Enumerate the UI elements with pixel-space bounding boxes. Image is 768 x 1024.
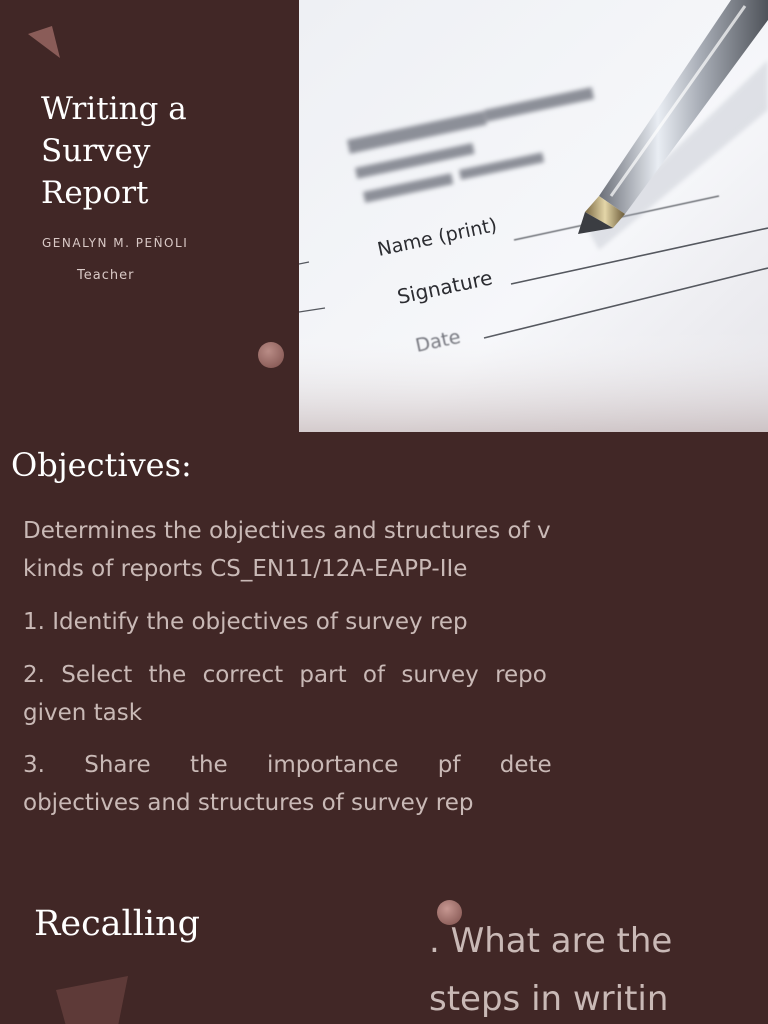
objective-item-2-line2: given task [23,700,143,726]
decorative-shard-icon [56,976,132,1024]
pen-and-form-photo [299,0,768,432]
objectives-slide [0,432,768,890]
objective-item-2-line1: 2. Select the correct part of survey repo [23,662,547,688]
objective-item-3-line1: 3. Share the importance pf dete [23,752,552,778]
title-slide [0,0,768,432]
objectives-heading: Objectives: [11,446,192,484]
objective-item-3-line2: objectives and structures of survey rep [23,790,474,816]
author-role: Teacher [77,268,135,283]
form-label-name: Name (print) [375,214,499,261]
objective-item-1: 1. Identify the objectives of survey rep [23,609,468,635]
decorative-shard-icon [22,24,62,62]
objective-intro-line2: kinds of reports CS_EN11/12A-EAPP-IIe [23,556,468,582]
decorative-dot-icon [258,342,284,368]
author-name: GENALYN M. PEÑOLI [42,236,189,250]
recall-slide [0,890,768,1024]
recall-question: . What are the steps in writin [429,921,673,1019]
presentation-title: Writing a Survey Report [41,91,187,211]
objective-intro-line1: Determines the objectives and structures of v [23,518,551,544]
recall-heading: Recalling [34,904,201,944]
form-label-signature: Signature [395,265,495,309]
